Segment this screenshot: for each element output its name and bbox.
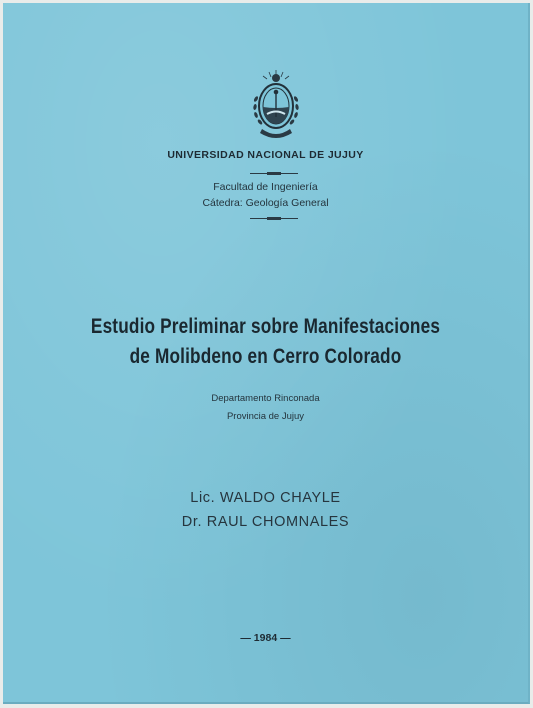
bottom-divider [250, 218, 298, 219]
title-line-2: de Molibdeno en Cerro Colorado [129, 345, 402, 368]
publication-year: — 1984 — [240, 632, 291, 644]
department-name: Departamento Rinconada [211, 393, 320, 404]
chair-name: Cátedra: Geología General [202, 197, 329, 209]
faculty-name: Facultad de Ingeniería [213, 181, 318, 193]
author-2: Dr. RAUL CHOMNALES [181, 514, 350, 530]
top-divider [250, 173, 298, 174]
title-line-1: Estudio Preliminar sobre Manifestaciones [90, 315, 441, 338]
province-name: Provincia de Jujuy [226, 411, 305, 422]
cover-page [3, 3, 530, 704]
coat-of-arms-icon [249, 69, 303, 143]
university-name: UNIVERSIDAD NACIONAL DE JUJUY [167, 149, 364, 161]
author-1: Lic. WALDO CHAYLE [190, 490, 341, 506]
